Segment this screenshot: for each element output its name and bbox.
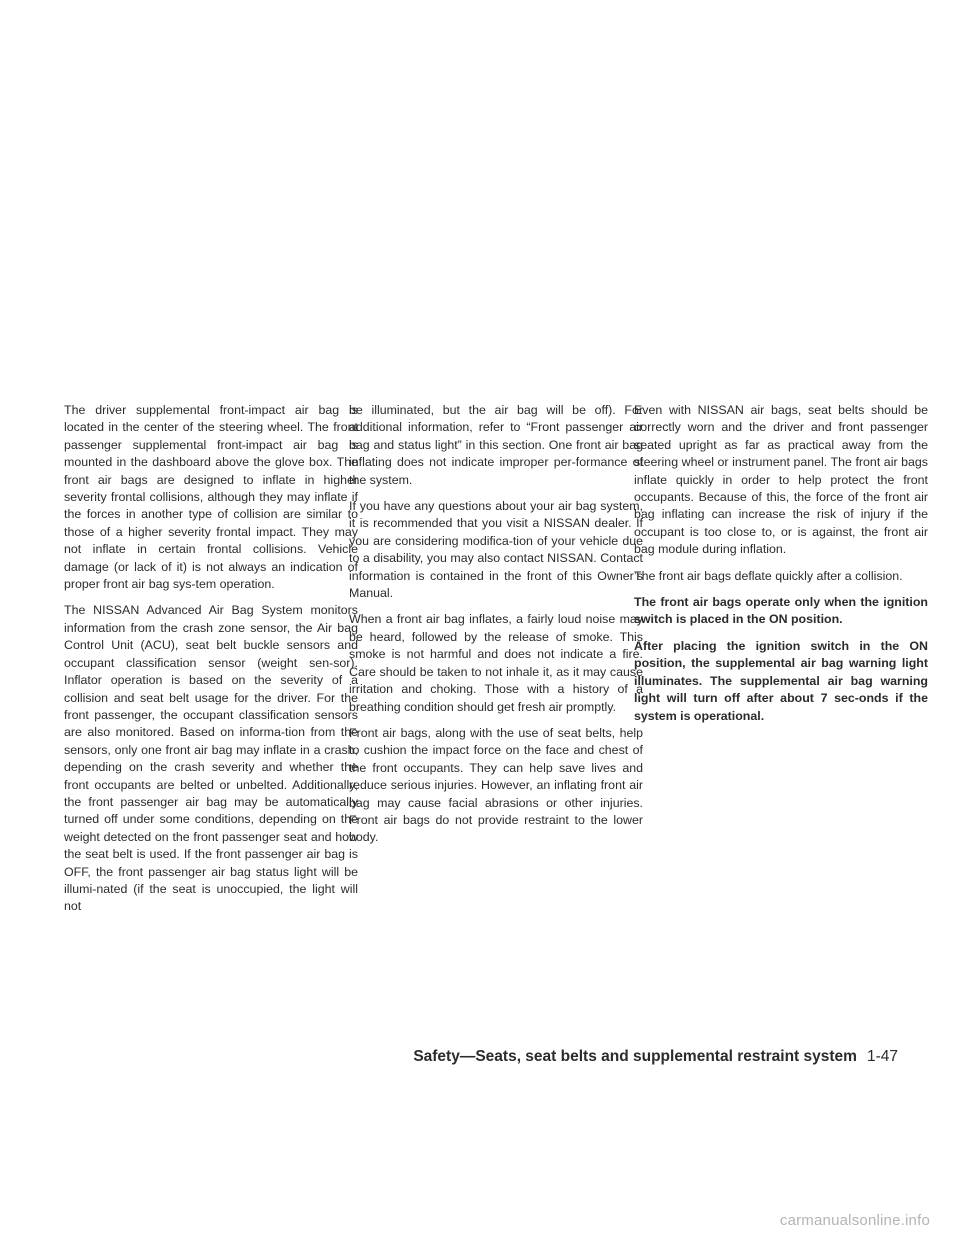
bold-paragraph: After placing the ignition switch in the ON position, the supplemental air bag warning light illuminates. The supplemental air bag warning light will turn off after about 7 sec-onds if the system is operational. (634, 638, 928, 723)
paragraph: When a front air bag inflates, a fairly loud noise may be heard, followed by the release of smoke. This smoke is not harmful and does not indicate a fire. Care should be taken to not inhale it, as it may cause irritation and choking. Those with a history of a breathing condition should get fresh air promptly. (349, 612, 643, 714)
text-column-1 (64, 402, 358, 925)
watermark-text: carmanualsonline.info (779, 1212, 930, 1229)
paragraph: If you have any questions about your air bag system, it is recommended that you visit a NISSAN dealer. If you are considering modifica-tion of your vehicle due to a disability, you may also contact NISSAN. Contact information is contained in the front of this Owner’s Manual. (349, 499, 643, 601)
paragraph: Even with NISSAN air bags, seat belts should be correctly worn and the driver and front passenger seated upright as far as practical away from the steering wheel or instrument panel. The front air bags inflate quickly in order to help protect the front occupants. Because of this, the force of the front air bag inflating can increase the risk of injury if the occupant is too close to, or is against, the front air bag module during inflation. (634, 403, 928, 557)
paragraph: The driver supplemental front-impact air bag is located in the center of the steering wheel. The front passenger supplemental front-impact air bag is mounted in the dashboard above the glove box. The front air bags are designed to inflate in higher severity frontal collisions, although they may inflate if the forces in another type of collision are similar to those of a higher severity frontal impact. They may not inflate in certain frontal collisions. Vehicle damage (or lack of it) is not always an indication of proper front air bag sys-tem operation. (64, 403, 358, 592)
paragraph: The front air bags deflate quickly after a collision. (634, 568, 903, 583)
paragraph: Front air bags, along with the use of seat belts, help to cushion the impact force on the face and chest of the front occupants. They can help save lives and reduce serious injuries. However, an inflating front air bag may cause facial abrasions or other injuries. Front air bags do not provide restraint to the lower body. (349, 725, 643, 845)
bold-paragraph: The front air bags operate only when the ignition switch is placed in the ON position. (634, 595, 928, 627)
text-column-3 (634, 402, 928, 734)
text-column-2 (349, 402, 643, 856)
page-footer (413, 1048, 898, 1070)
page-number: 1-47 (866, 1048, 898, 1065)
section-title: Safety—Seats, seat belts and supplemental restraint system (413, 1048, 857, 1065)
paragraph: be illuminated, but the air bag will be off). For additional information, refer to “Front passenger air bag and status light” in this section. One front air bag inflating does not indicate improper per-formance of the system. (349, 403, 643, 487)
paragraph: The NISSAN Advanced Air Bag System monitors information from the crash zone sensor, the Air bag Control Unit (ACU), seat belt buckle sensors and occupant classification sensor (weight sen-sor). Inflator operation is based on the severity of a collision and seat belt usage for the driver. For the front passenger, the occupant classification sensors are also monitored. Based on informa-tion from the sensors, only one front air bag may inflate in a crash, depending on the crash severity and whether the front occupants are belted or unbelted. Additionally, the front passenger air bag may be automatically turned off under some conditions, depending on the weight detected on the front passenger seat and how the seat belt is used. If the front passenger air bag is OFF, the front passenger air bag status light will be illumi-nated (if the seat is unoccupied, the light will not (64, 603, 358, 914)
